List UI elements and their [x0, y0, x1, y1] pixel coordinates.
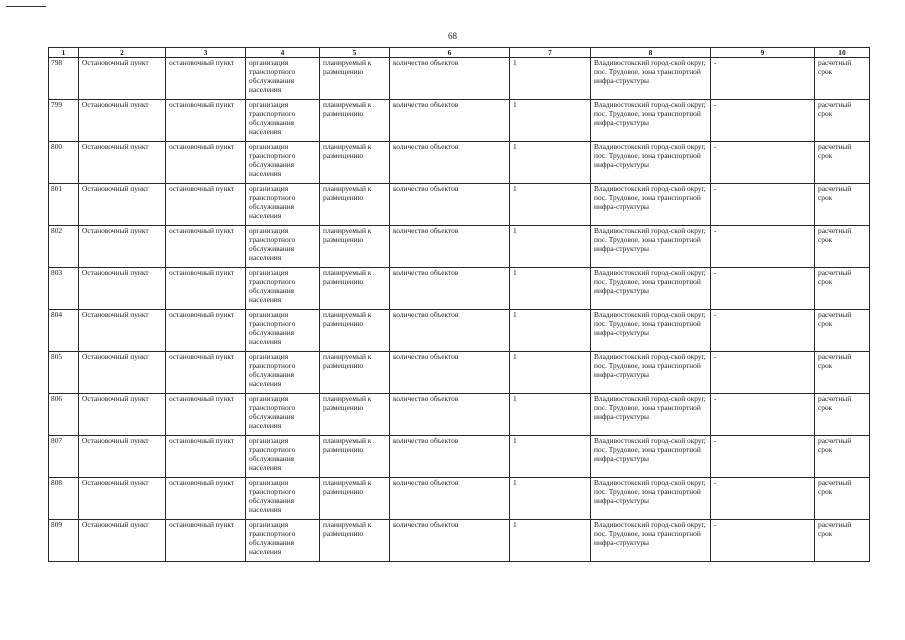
- table-row: [49, 310, 870, 352]
- value-cell: 1: [510, 268, 591, 310]
- object-kind-cell: остановочный пункт: [166, 520, 246, 562]
- object-type-cell: Остановочный пункт: [79, 394, 166, 436]
- purpose-cell: организация транспортного обслуживания населения: [246, 226, 320, 268]
- status-cell: планируемый к размещению: [320, 520, 390, 562]
- column-header: 8: [591, 48, 711, 58]
- indicator-cell: количество объектов: [390, 394, 510, 436]
- term-cell: расчетный срок: [815, 352, 870, 394]
- value-cell: 1: [510, 394, 591, 436]
- indicator-cell: количество объектов: [390, 352, 510, 394]
- column-header: 1: [49, 48, 79, 58]
- row-number-cell: 801: [49, 184, 79, 226]
- status-cell: планируемый к размещению: [320, 394, 390, 436]
- row-number-cell: 809: [49, 520, 79, 562]
- object-kind-cell: остановочный пункт: [166, 436, 246, 478]
- zone-cell: -: [711, 268, 815, 310]
- purpose-cell: организация транспортного обслуживания населения: [246, 352, 320, 394]
- zone-cell: -: [711, 478, 815, 520]
- value-cell: 1: [510, 478, 591, 520]
- row-number-cell: 805: [49, 352, 79, 394]
- object-kind-cell: остановочный пункт: [166, 100, 246, 142]
- table-row: [49, 268, 870, 310]
- value-cell: 1: [510, 100, 591, 142]
- location-cell: Владивостокский город-ской округ, пос. Трудовое, зона транспортной инфра-структуры: [591, 478, 711, 520]
- table-row: [49, 226, 870, 268]
- row-number-cell: 800: [49, 142, 79, 184]
- column-header: 4: [246, 48, 320, 58]
- location-cell: Владивостокский город-ской округ, пос. Трудовое, зона транспортной инфра-структуры: [591, 268, 711, 310]
- object-kind-cell: остановочный пункт: [166, 310, 246, 352]
- purpose-cell: организация транспортного обслуживания населения: [246, 184, 320, 226]
- object-register-table: [48, 47, 870, 562]
- row-number-cell: 803: [49, 268, 79, 310]
- column-header: 3: [166, 48, 246, 58]
- object-type-cell: Остановочный пункт: [79, 142, 166, 184]
- column-header: 7: [510, 48, 591, 58]
- object-kind-cell: остановочный пункт: [166, 58, 246, 100]
- indicator-cell: количество объектов: [390, 436, 510, 478]
- column-header: 10: [815, 48, 870, 58]
- location-cell: Владивостокский город-ской округ, пос. Трудовое, зона транспортной инфра-структуры: [591, 352, 711, 394]
- indicator-cell: количество объектов: [390, 268, 510, 310]
- object-type-cell: Остановочный пункт: [79, 58, 166, 100]
- status-cell: планируемый к размещению: [320, 100, 390, 142]
- table-row: [49, 100, 870, 142]
- status-cell: планируемый к размещению: [320, 58, 390, 100]
- purpose-cell: организация транспортного обслуживания населения: [246, 58, 320, 100]
- indicator-cell: количество объектов: [390, 520, 510, 562]
- status-cell: планируемый к размещению: [320, 268, 390, 310]
- object-kind-cell: остановочный пункт: [166, 142, 246, 184]
- object-type-cell: Остановочный пункт: [79, 226, 166, 268]
- term-cell: расчетный срок: [815, 478, 870, 520]
- zone-cell: -: [711, 352, 815, 394]
- term-cell: расчетный срок: [815, 58, 870, 100]
- purpose-cell: организация транспортного обслуживания населения: [246, 100, 320, 142]
- object-type-cell: Остановочный пункт: [79, 100, 166, 142]
- purpose-cell: организация транспортного обслуживания населения: [246, 436, 320, 478]
- zone-cell: -: [711, 184, 815, 226]
- location-cell: Владивостокский город-ской округ, пос. Трудовое, зона транспортной инфра-структуры: [591, 394, 711, 436]
- row-number-cell: 808: [49, 478, 79, 520]
- location-cell: Владивостокский город-ской округ, пос. Трудовое, зона транспортной инфра-структуры: [591, 310, 711, 352]
- zone-cell: -: [711, 58, 815, 100]
- purpose-cell: организация транспортного обслуживания населения: [246, 394, 320, 436]
- object-kind-cell: остановочный пункт: [166, 184, 246, 226]
- column-header: 9: [711, 48, 815, 58]
- indicator-cell: количество объектов: [390, 226, 510, 268]
- table-row: [49, 436, 870, 478]
- table-row: [49, 520, 870, 562]
- table-row: [49, 142, 870, 184]
- location-cell: Владивостокский город-ской округ, пос. Трудовое, зона транспортной инфра-структуры: [591, 100, 711, 142]
- indicator-cell: количество объектов: [390, 310, 510, 352]
- term-cell: расчетный срок: [815, 142, 870, 184]
- value-cell: 1: [510, 520, 591, 562]
- status-cell: планируемый к размещению: [320, 436, 390, 478]
- value-cell: 1: [510, 436, 591, 478]
- status-cell: планируемый к размещению: [320, 184, 390, 226]
- object-kind-cell: остановочный пункт: [166, 352, 246, 394]
- indicator-cell: количество объектов: [390, 184, 510, 226]
- table-row: [49, 394, 870, 436]
- object-kind-cell: остановочный пункт: [166, 268, 246, 310]
- column-number-row: [49, 48, 870, 58]
- page-number: 68: [448, 31, 457, 41]
- term-cell: расчетный срок: [815, 394, 870, 436]
- column-header: 2: [79, 48, 166, 58]
- status-cell: планируемый к размещению: [320, 310, 390, 352]
- row-number-cell: 799: [49, 100, 79, 142]
- object-type-cell: Остановочный пункт: [79, 184, 166, 226]
- term-cell: расчетный срок: [815, 268, 870, 310]
- term-cell: расчетный срок: [815, 226, 870, 268]
- value-cell: 1: [510, 184, 591, 226]
- status-cell: планируемый к размещению: [320, 226, 390, 268]
- zone-cell: -: [711, 310, 815, 352]
- location-cell: Владивостокский город-ской округ, пос. Трудовое, зона транспортной инфра-структуры: [591, 226, 711, 268]
- object-type-cell: Остановочный пункт: [79, 310, 166, 352]
- zone-cell: -: [711, 142, 815, 184]
- purpose-cell: организация транспортного обслуживания населения: [246, 520, 320, 562]
- indicator-cell: количество объектов: [390, 58, 510, 100]
- indicator-cell: количество объектов: [390, 100, 510, 142]
- object-kind-cell: остановочный пункт: [166, 226, 246, 268]
- corner-rule: [6, 6, 46, 7]
- location-cell: Владивостокский город-ской округ, пос. Трудовое, зона транспортной инфра-структуры: [591, 184, 711, 226]
- location-cell: Владивостокский город-ской округ, пос. Трудовое, зона транспортной инфра-структуры: [591, 436, 711, 478]
- table-row: [49, 478, 870, 520]
- indicator-cell: количество объектов: [390, 142, 510, 184]
- value-cell: 1: [510, 226, 591, 268]
- zone-cell: -: [711, 394, 815, 436]
- object-kind-cell: остановочный пункт: [166, 478, 246, 520]
- term-cell: расчетный срок: [815, 520, 870, 562]
- row-number-cell: 802: [49, 226, 79, 268]
- purpose-cell: организация транспортного обслуживания населения: [246, 268, 320, 310]
- column-header: 5: [320, 48, 390, 58]
- status-cell: планируемый к размещению: [320, 352, 390, 394]
- table-body: [49, 58, 870, 562]
- location-cell: Владивостокский город-ской округ, пос. Трудовое, зона транспортной инфра-структуры: [591, 58, 711, 100]
- object-type-cell: Остановочный пункт: [79, 478, 166, 520]
- table-row: [49, 352, 870, 394]
- row-number-cell: 798: [49, 58, 79, 100]
- value-cell: 1: [510, 58, 591, 100]
- location-cell: Владивостокский город-ской округ, пос. Трудовое, зона транспортной инфра-структуры: [591, 520, 711, 562]
- term-cell: расчетный срок: [815, 100, 870, 142]
- purpose-cell: организация транспортного обслуживания населения: [246, 310, 320, 352]
- value-cell: 1: [510, 352, 591, 394]
- column-header: 6: [390, 48, 510, 58]
- term-cell: расчетный срок: [815, 310, 870, 352]
- row-number-cell: 806: [49, 394, 79, 436]
- location-cell: Владивостокский город-ской округ, пос. Трудовое, зона транспортной инфра-структуры: [591, 142, 711, 184]
- status-cell: планируемый к размещению: [320, 142, 390, 184]
- object-type-cell: Остановочный пункт: [79, 436, 166, 478]
- zone-cell: -: [711, 100, 815, 142]
- value-cell: 1: [510, 310, 591, 352]
- purpose-cell: организация транспортного обслуживания населения: [246, 478, 320, 520]
- term-cell: расчетный срок: [815, 436, 870, 478]
- zone-cell: -: [711, 436, 815, 478]
- object-type-cell: Остановочный пункт: [79, 352, 166, 394]
- row-number-cell: 807: [49, 436, 79, 478]
- row-number-cell: 804: [49, 310, 79, 352]
- object-kind-cell: остановочный пункт: [166, 394, 246, 436]
- zone-cell: -: [711, 226, 815, 268]
- object-type-cell: Остановочный пункт: [79, 520, 166, 562]
- purpose-cell: организация транспортного обслуживания населения: [246, 142, 320, 184]
- indicator-cell: количество объектов: [390, 478, 510, 520]
- table-row: [49, 58, 870, 100]
- zone-cell: -: [711, 520, 815, 562]
- term-cell: расчетный срок: [815, 184, 870, 226]
- value-cell: 1: [510, 142, 591, 184]
- object-type-cell: Остановочный пункт: [79, 268, 166, 310]
- table-row: [49, 184, 870, 226]
- status-cell: планируемый к размещению: [320, 478, 390, 520]
